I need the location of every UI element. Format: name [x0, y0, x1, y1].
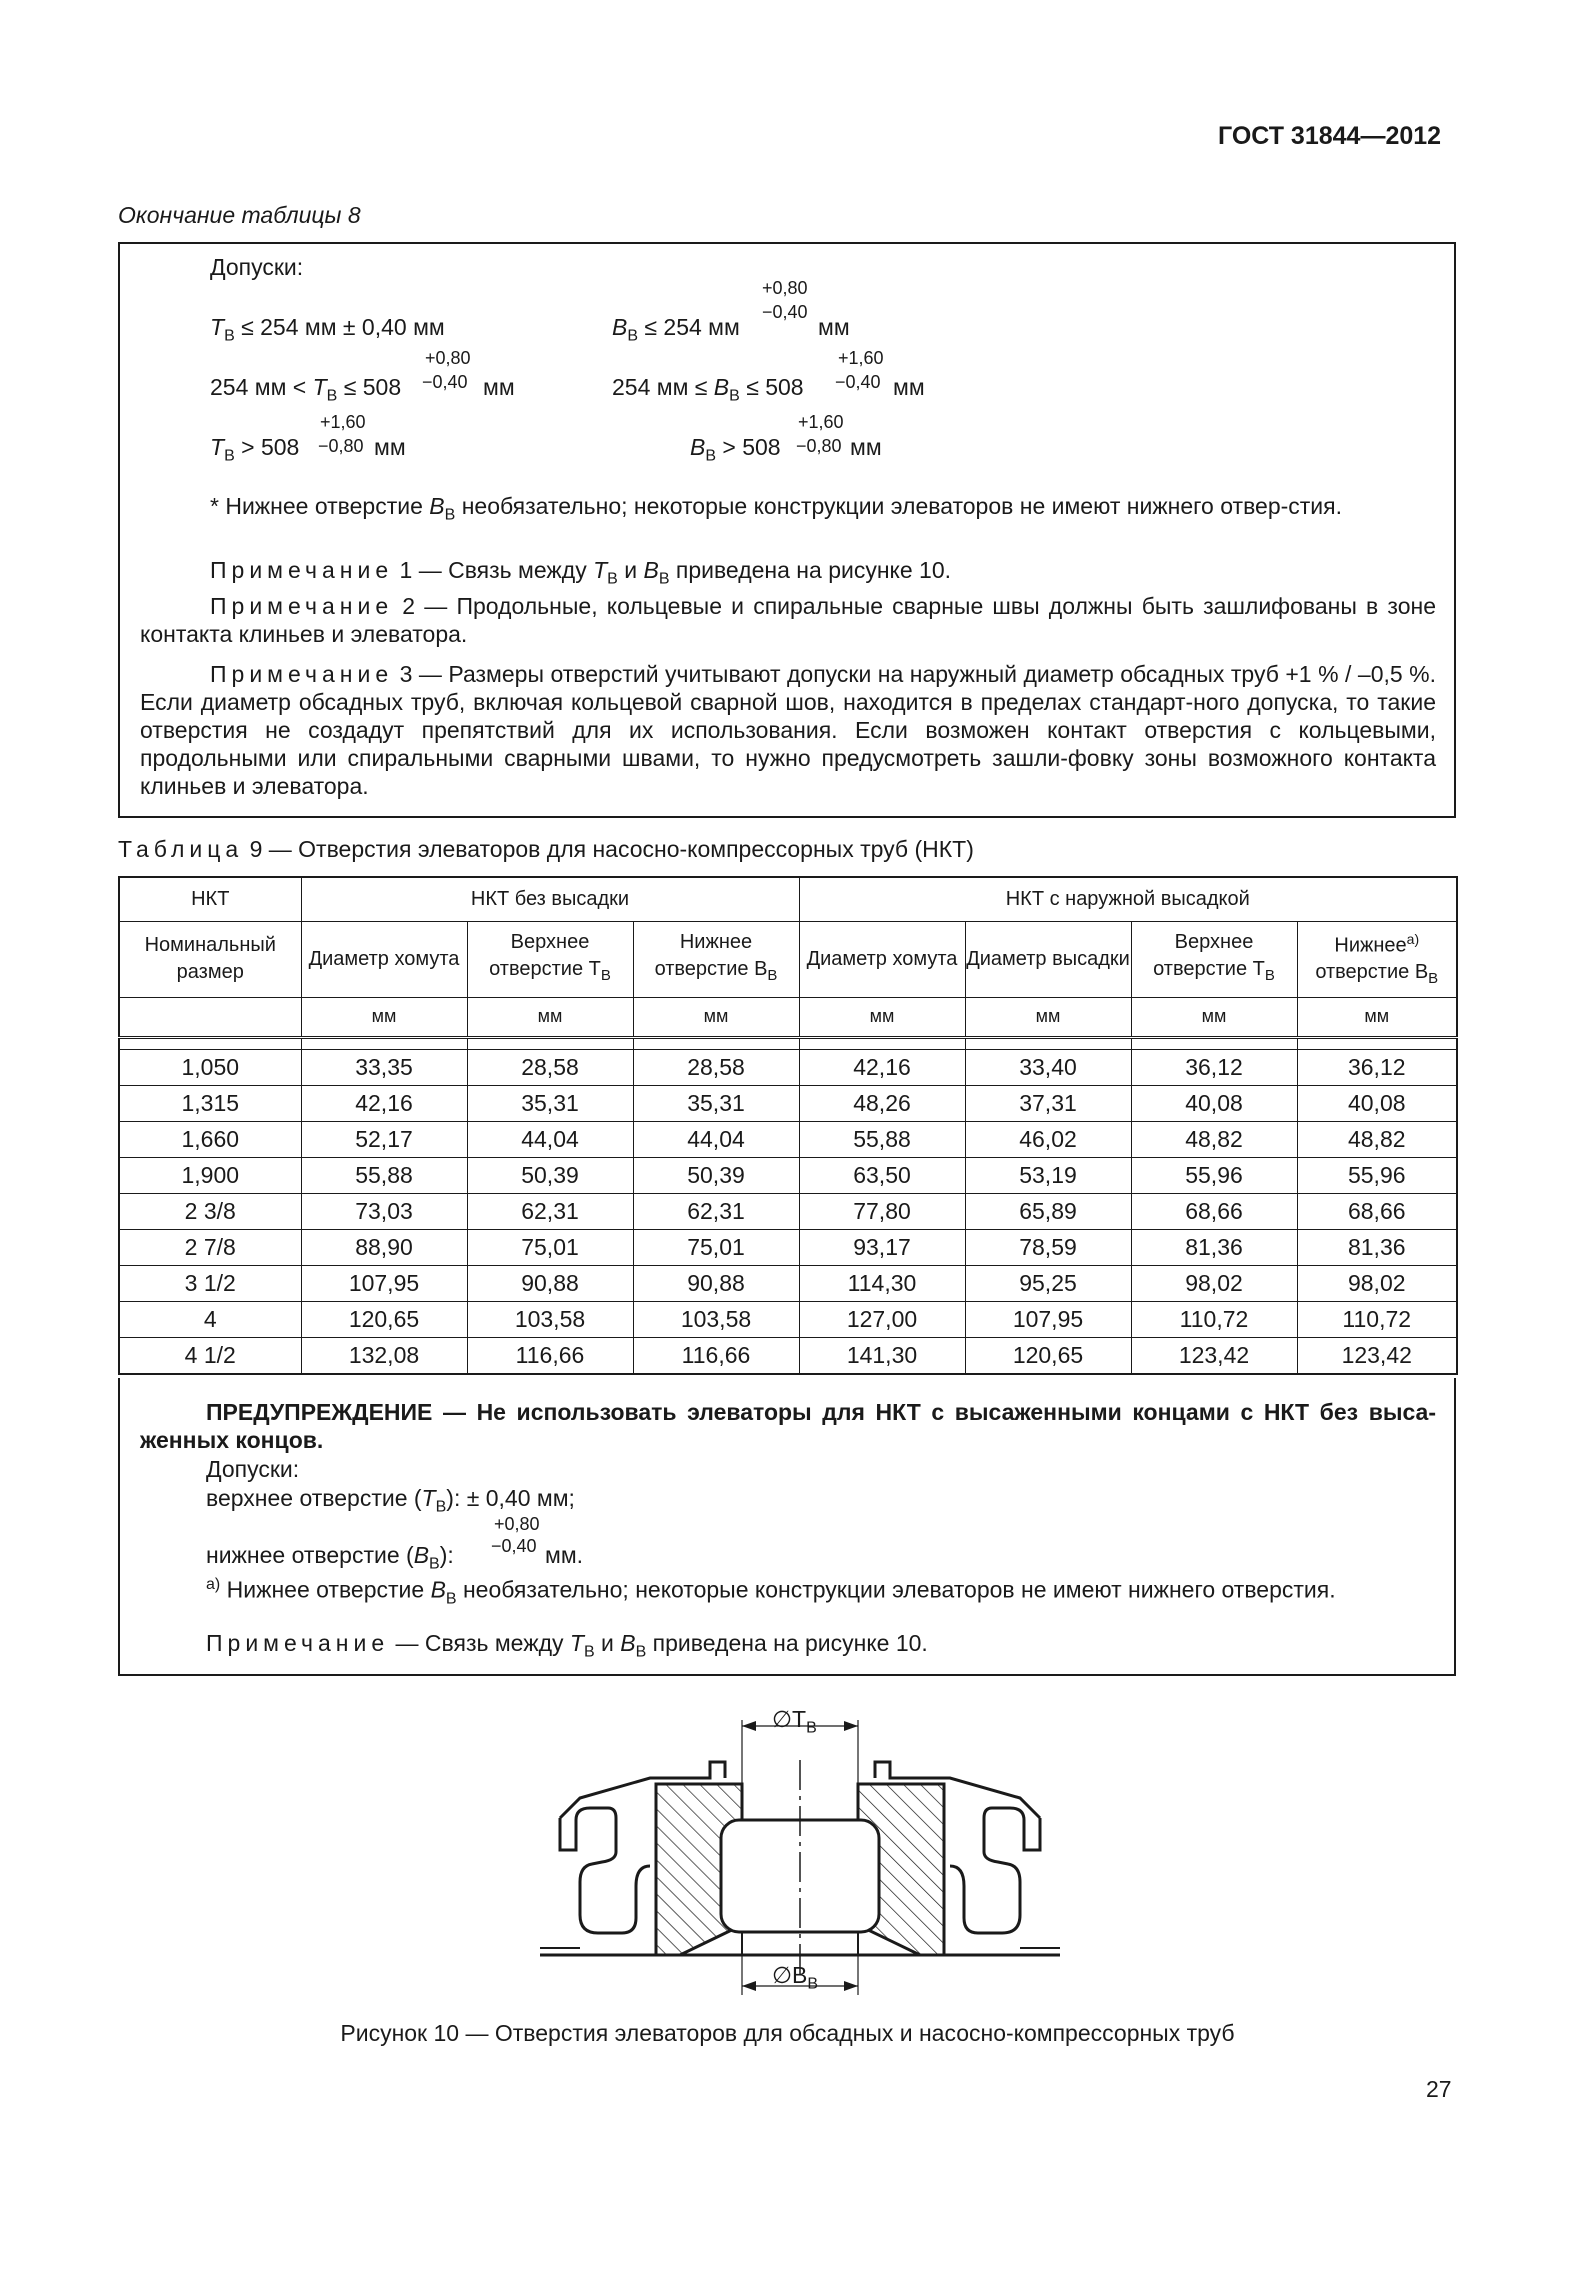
table-continuation-label: Окончание таблицы 8 [118, 202, 361, 228]
table-cell: 81,36 [1297, 1229, 1457, 1265]
table-cell: 42,16 [799, 1049, 965, 1085]
table-group-header: НКТ с наружной высадкой [799, 877, 1457, 921]
table-cell: 73,03 [301, 1193, 467, 1229]
unit-cell: мм [1131, 997, 1297, 1037]
table-cell: 107,95 [965, 1301, 1131, 1337]
table-col-header: Верхнее отверстие $T_B$ [1131, 921, 1297, 997]
table-cell: 81,36 [1131, 1229, 1297, 1265]
table-cell: 116,66 [633, 1337, 799, 1374]
unit-cell: мм [965, 997, 1131, 1037]
table-cell: 55,88 [301, 1157, 467, 1193]
dim-label-bottom: $\emptyset B_B$ [772, 1962, 819, 1993]
unit-cell: мм [301, 997, 467, 1037]
table-col-header: Номинальный размер [119, 921, 301, 997]
table-cell: 123,42 [1131, 1337, 1297, 1374]
t9-tol-lower-plus: +0,80 [494, 1514, 540, 1534]
b-line-2-minus: −0,40 [835, 372, 881, 392]
table-cell: 42,16 [301, 1085, 467, 1121]
table-cell: 28,58 [633, 1049, 799, 1085]
tol-line-3-plus: +1,60 [320, 412, 366, 432]
t9-tol-title: Допуски: [206, 1456, 300, 1482]
table8-note-1: Примечание 1 — Связь между $T_B$ и $B_B$ приведена на рисунке 10. [210, 557, 952, 588]
table-cell: 4 [119, 1301, 301, 1337]
table-cell: 33,35 [301, 1049, 467, 1085]
table-cell: 114,30 [799, 1265, 965, 1301]
table-cell: 4 1/2 [119, 1337, 301, 1374]
table-col-header: Нижнее отверстие $B_B$ [633, 921, 799, 997]
table-cell: 90,88 [633, 1265, 799, 1301]
table-cell: 98,02 [1131, 1265, 1297, 1301]
table-cell: 48,26 [799, 1085, 965, 1121]
table-cell: 36,12 [1297, 1049, 1457, 1085]
unit-cell: мм [467, 997, 633, 1037]
t9-note: Примечание — Связь между $T_B$ и $B_B$ приведена на рисунке 10. [206, 1630, 928, 1661]
table-cell: 55,96 [1131, 1157, 1297, 1193]
table-cell: 68,66 [1297, 1193, 1457, 1229]
table-cell: 107,95 [301, 1265, 467, 1301]
table-cell: 2 3/8 [119, 1193, 301, 1229]
table-cell: 110,72 [1131, 1301, 1297, 1337]
table-col-header: Нижнее$^{а)}$ отверстие $B_B$ [1297, 921, 1457, 997]
table-cell: 120,65 [965, 1337, 1131, 1374]
table-cell: 40,08 [1297, 1085, 1457, 1121]
table-group-header: НКТ [119, 877, 301, 921]
table-cell: 48,82 [1131, 1121, 1297, 1157]
table-cell: 75,01 [633, 1229, 799, 1265]
tol-line-2-unit: мм [483, 374, 515, 400]
warning-text: ПРЕДУПРЕЖДЕНИЕ — Не использовать элеваторы для НКТ с высаженными концами с НКТ без выса-женных концов. [140, 1399, 1436, 1453]
page-number: 27 [1426, 2076, 1452, 2102]
table-cell: 55,96 [1297, 1157, 1457, 1193]
tol-line-2-plus: +0,80 [425, 348, 471, 368]
table-cell: 50,39 [633, 1157, 799, 1193]
table-cell: 1,900 [119, 1157, 301, 1193]
b-line-3: $B_B > 508$ [690, 434, 781, 465]
unit-cell: мм [799, 997, 965, 1037]
t9-tol-lower: нижнее отверстие $(B_B)$: [206, 1542, 454, 1573]
table-col-header: Диаметр хомута [301, 921, 467, 997]
tol-line-3-minus: −0,80 [318, 436, 364, 456]
table-cell: 1,315 [119, 1085, 301, 1121]
b-line-1-minus: −0,40 [762, 302, 808, 322]
table-cell: 35,31 [633, 1085, 799, 1121]
table-cell: 35,31 [467, 1085, 633, 1121]
b-line-3-plus: +1,60 [798, 412, 844, 432]
b-line-2-unit: мм [893, 374, 925, 400]
table-cell: 123,42 [1297, 1337, 1457, 1374]
table-cell: 3 1/2 [119, 1265, 301, 1301]
table-cell: 2 7/8 [119, 1229, 301, 1265]
table-col-header: Диаметр высадки [965, 921, 1131, 997]
table-cell: 28,58 [467, 1049, 633, 1085]
table-cell: 63,50 [799, 1157, 965, 1193]
table-cell: 103,58 [467, 1301, 633, 1337]
tol-line-3-unit: мм [374, 434, 406, 460]
table-cell: 53,19 [965, 1157, 1131, 1193]
b-line-1-unit: мм [818, 314, 850, 340]
dim-label-top: $\emptyset T_B$ [772, 1706, 817, 1737]
unit-cell: мм [633, 997, 799, 1037]
t9-tol-lower-unit: мм. [545, 1542, 584, 1568]
b-line-3-minus: −0,80 [796, 436, 842, 456]
table-cell: 98,02 [1297, 1265, 1457, 1301]
standard-number: ГОСТ 31844—2012 [1218, 122, 1442, 150]
b-line-3-unit: мм [850, 434, 882, 460]
table-cell: 55,88 [799, 1121, 965, 1157]
table-cell: 90,88 [467, 1265, 633, 1301]
table-col-header: Диаметр хомута [799, 921, 965, 997]
unit-cell: мм [1297, 997, 1457, 1037]
tol-line-2-minus: −0,40 [422, 372, 468, 392]
table8-note-3: Примечание 3 — Размеры отверстий учитывают допуски на наружный диаметр обсадных труб +1 % / –0,5 %. Если диаметр обсадных труб, включая кольцевой сварной шов, находится в пределах стандарт-ного допуска, то такие отверстия не создадут препятствий для их использования. Если возможен контакт отверстия с кольцевыми, продольными или спиральными сварными швами, то нужно предусмотреть зашли-фовку зоны возможного контакта клиньев и элеватора. [140, 661, 1436, 799]
table-cell: 50,39 [467, 1157, 633, 1193]
table-group-header: НКТ без высадки [301, 877, 799, 921]
b-line-1: $B_B \le 254$ мм [612, 314, 740, 345]
table-cell: 132,08 [301, 1337, 467, 1374]
table-cell: 46,02 [965, 1121, 1131, 1157]
table-cell: 110,72 [1297, 1301, 1457, 1337]
table8-footnote: * Нижнее отверстие $B_B$ необязательно; некоторые конструкции элеваторов не имеют нижнего отвер-стия. [210, 493, 1342, 524]
table-cell: 33,40 [965, 1049, 1131, 1085]
figure-caption: Рисунок 10 — Отверстия элеваторов для обсадных и насосно-компрессорных труб [340, 2020, 1235, 2046]
tol-line-2: 254 мм < $T_B \le 508$ [210, 374, 402, 405]
table9 [118, 876, 1458, 1375]
table-cell: 88,90 [301, 1229, 467, 1265]
table-cell: 93,17 [799, 1229, 965, 1265]
table-cell: 75,01 [467, 1229, 633, 1265]
tol-line-1: $T_B \le 254$ мм ± 0,40 мм [210, 314, 445, 345]
table-cell: 95,25 [965, 1265, 1131, 1301]
table-cell: 37,31 [965, 1085, 1131, 1121]
table-cell: 68,66 [1131, 1193, 1297, 1229]
table9-caption: Таблица 9 — Отверстия элеваторов для насосно-компрессорных труб (НКТ) [118, 836, 974, 862]
table-cell: 62,31 [467, 1193, 633, 1229]
table-cell: 48,82 [1297, 1121, 1457, 1157]
b-line-2: 254 мм ≤ $B_B \le 508$ [612, 374, 804, 405]
table-cell: 1,050 [119, 1049, 301, 1085]
table-cell: 141,30 [799, 1337, 965, 1374]
table-cell: 52,17 [301, 1121, 467, 1157]
table-cell: 103,58 [633, 1301, 799, 1337]
table-cell: 44,04 [633, 1121, 799, 1157]
table-cell: 127,00 [799, 1301, 965, 1337]
b-line-1-plus: +0,80 [762, 278, 808, 298]
table-cell: 62,31 [633, 1193, 799, 1229]
table-cell: 78,59 [965, 1229, 1131, 1265]
t9-tol-upper: верхнее отверстие $(T_B)$: ± 0,40 мм; [206, 1485, 575, 1516]
table-cell: 116,66 [467, 1337, 633, 1374]
b-line-2-plus: +1,60 [838, 348, 884, 368]
table-cell: 77,80 [799, 1193, 965, 1229]
table-cell: 36,12 [1131, 1049, 1297, 1085]
tolerances-title: Допуски: [210, 254, 304, 280]
table-cell: 1,660 [119, 1121, 301, 1157]
table8-note-2: Примечание 2 — Продольные, кольцевые и спиральные сварные швы должны быть зашлифованы в зоне контакта клиньев и элеватора. [140, 593, 1436, 647]
table-cell: 120,65 [301, 1301, 467, 1337]
t9-tol-lower-minus: −0,40 [491, 1536, 537, 1556]
tol-line-3: $T_B > 508$ [210, 434, 300, 465]
table-cell: 40,08 [1131, 1085, 1297, 1121]
t9-footnote: $^{а)}$ Нижнее отверстие $B_B$ необязательно; некоторые конструкции элеваторов не имеют нижнего отверстия. [206, 1576, 1336, 1608]
table-cell: 44,04 [467, 1121, 633, 1157]
table-col-header: Верхнее отверстие $T_B$ [467, 921, 633, 997]
table-cell: 65,89 [965, 1193, 1131, 1229]
